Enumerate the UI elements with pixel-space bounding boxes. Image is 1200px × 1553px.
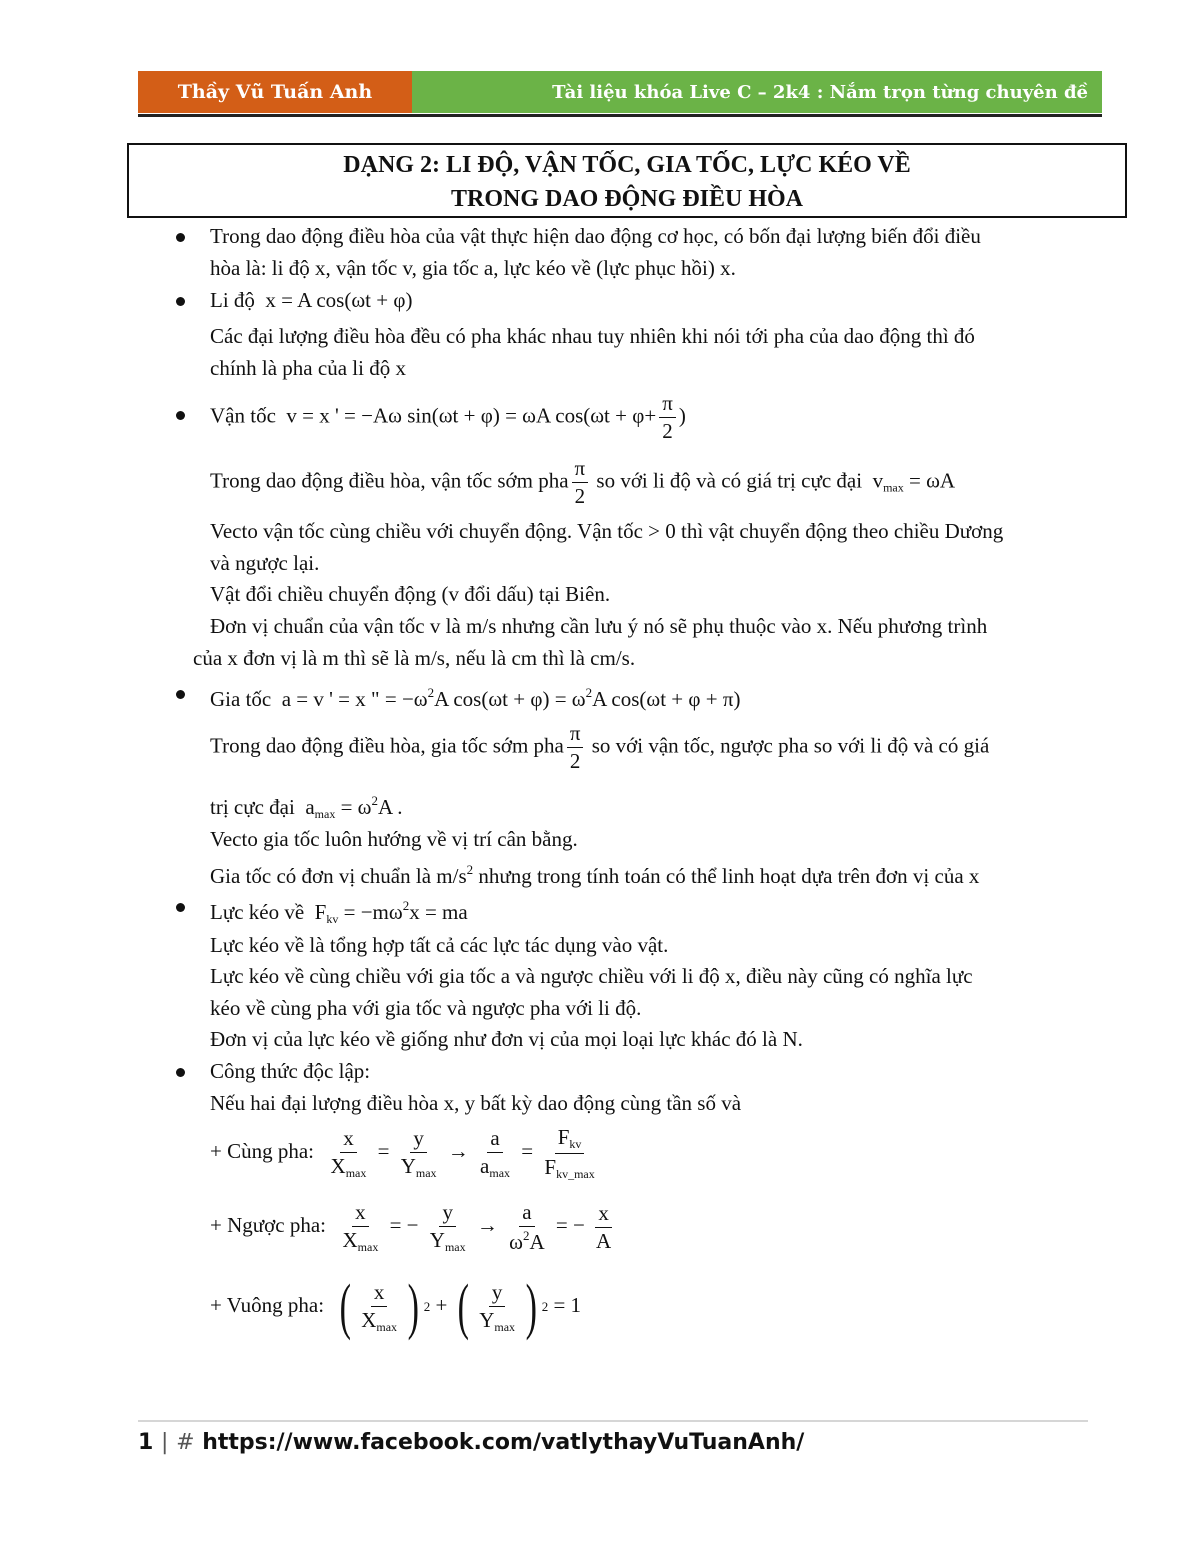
vantoc-text-5: Đơn vị chuẩn của vận tốc v là m/s nhưng cần lưu ý nó sẽ phụ thuộc vào x. Nếu phương trình <box>210 614 988 638</box>
bullet-icon <box>176 233 185 242</box>
section-title <box>127 143 1127 218</box>
ct-label: Công thức độc lập: <box>210 1059 371 1083</box>
bullet-icon <box>176 903 185 912</box>
header-author: Thầy Vũ Tuấn Anh <box>138 71 412 113</box>
luc-text-3: kéo về cùng pha với gia tốc và ngược pha với li độ. <box>210 996 642 1020</box>
luc-line: Lực kéo về $F_{kv} = -m\omega^2x$ = ma <box>210 898 468 926</box>
footer-url-link[interactable]: https://www.facebook.com/vatlythayVuTuanAnh/ <box>202 1430 805 1455</box>
bullet-icon <box>176 1068 185 1077</box>
intro-line-2: hòa là: li độ x, vận tốc v, gia tốc a, lực kéo về (lực phục hồi) x. <box>210 256 736 280</box>
vantoc-line: Vận tốc v = x ' = −Aω sin(ωt + φ) = ωA cos(ωt + φ+ $\frac{\pi}{2}$ ) <box>210 391 686 444</box>
giatoc-text-4: Gia tốc có đơn vị chuẩn là $m/s^2$ nhưng trong tính toán có thể linh hoạt dựa trên đơn vị của x <box>210 862 980 888</box>
vantoc-text-4: Vật đổi chiều chuyển động (v đổi dấu) tại Biên. <box>210 582 611 606</box>
giatoc-text-2: trị cực đại $a_{max} = \omega^2A$ . <box>210 793 403 821</box>
lido-formula: x = A cos(ωt + φ) <box>265 288 413 312</box>
pi-over-2-fraction: $\frac{\pi}{2}$ <box>659 392 676 443</box>
bullet-icon <box>176 297 185 306</box>
nguocpha-formula: + Ngược pha: $\frac{x}{X_{max}}$ = − $\frac{y}{Y_{max}}$ → $\frac{a}{\omega^2A}$ = − $\frac{x}{A}$ <box>210 1199 612 1254</box>
page-footer <box>138 1430 804 1455</box>
intro-line-1: Trong dao động điều hòa của vật thực hiện dao động cơ học, có bốn đại lượng biến đổi điều <box>210 224 981 248</box>
giatoc-text-1: Trong dao động điều hòa, gia tốc sớm pha $\frac{\pi}{2}$ so với vận tốc, ngược pha so với li độ và có giá <box>210 721 990 774</box>
pi-over-2-fraction: $\frac{\pi}{2}$ <box>572 457 589 508</box>
bullet-icon <box>176 690 185 699</box>
header-course: Tài liệu khóa Live C – 2k4 : Nắm trọn từng chuyên đề <box>412 71 1102 113</box>
vantoc-label: Vận tốc <box>210 403 276 428</box>
header-rule <box>138 114 1102 117</box>
footer-separator: | <box>160 1430 169 1455</box>
lido-text-1: Các đại lượng điều hòa đều có pha khác nhau tuy nhiên khi nói tới pha của dao động thì đó <box>210 324 975 348</box>
ct-text-1: Nếu hai đại lượng điều hòa x, y bất kỳ dao động cùng tần số và <box>210 1091 742 1115</box>
page-number: 1 <box>138 1430 154 1455</box>
footer-rule <box>138 1420 1088 1422</box>
lido-line <box>210 287 412 313</box>
page-header <box>138 71 1102 113</box>
vantoc-text-1: Trong dao động điều hòa, vận tốc sớm pha $\frac{\pi}{2}$ so với li độ và có giá trị cực đại $v_{max} = \omega A$ <box>210 456 956 509</box>
bullet-icon <box>176 411 185 420</box>
title-line-2: TRONG DAO ĐỘNG ĐIỀU HÒA <box>450 186 804 212</box>
luc-text-1: Lực kéo về là tổng hợp tất cả các lực tác dụng vào vật. <box>210 933 669 957</box>
pi-over-2-fraction: $\frac{\pi}{2}$ <box>567 722 584 773</box>
luc-text-2: Lực kéo về cùng chiều với gia tốc a và ngược chiều với li độ x, điều này cũng có nghĩa lực <box>210 964 973 988</box>
lido-text-2: chính là pha của li độ x <box>210 356 406 380</box>
vantoc-text-3: và ngược lại. <box>210 551 320 575</box>
vuongpha-formula: + Vuông pha: ( $\frac{x}{X_{max}}$ ) 2 + ( $\frac{y}{Y_{max}}$ ) 2 = 1 <box>210 1273 582 1342</box>
giatoc-line: Gia tốc a = v ' = x " = $-\omega^2A$ $\cos(\omega t + \varphi) = \omega^2A$ cos(ωt + φ + π) <box>210 685 741 711</box>
vantoc-formula: v = x ' = −Aω sin(ωt + φ) = ωA cos(ωt + φ+ <box>286 403 657 428</box>
lido-label: Li độ <box>210 288 255 312</box>
footer-hash: # <box>176 1430 195 1455</box>
vantoc-text-6: của x đơn vị là m thì sẽ là m/s, nếu là cm thì là cm/s. <box>193 646 636 670</box>
vantoc-text-2: Vecto vận tốc cùng chiều với chuyển động. Vận tốc > 0 thì vật chuyển động theo chiều Dương <box>210 519 1004 543</box>
giatoc-text-3: Vecto gia tốc luôn hướng về vị trí cân bằng. <box>210 827 578 851</box>
title-line-1: DẠNG 2: LI ĐỘ, VẬN TỐC, GIA TỐC, LỰC KÉO VỀ <box>343 152 911 178</box>
luc-text-4: Đơn vị của lực kéo về giống như đơn vị của mọi loại lực khác đó là N. <box>210 1027 803 1051</box>
cungpha-formula: + Cùng pha: $\frac{x}{X_{max}}$ = $\frac{y}{Y_{max}}$ → $\frac{a}{a_{max}}$ = $\frac{F_{kv}}{F_{kv\_max}}$ <box>210 1124 595 1181</box>
